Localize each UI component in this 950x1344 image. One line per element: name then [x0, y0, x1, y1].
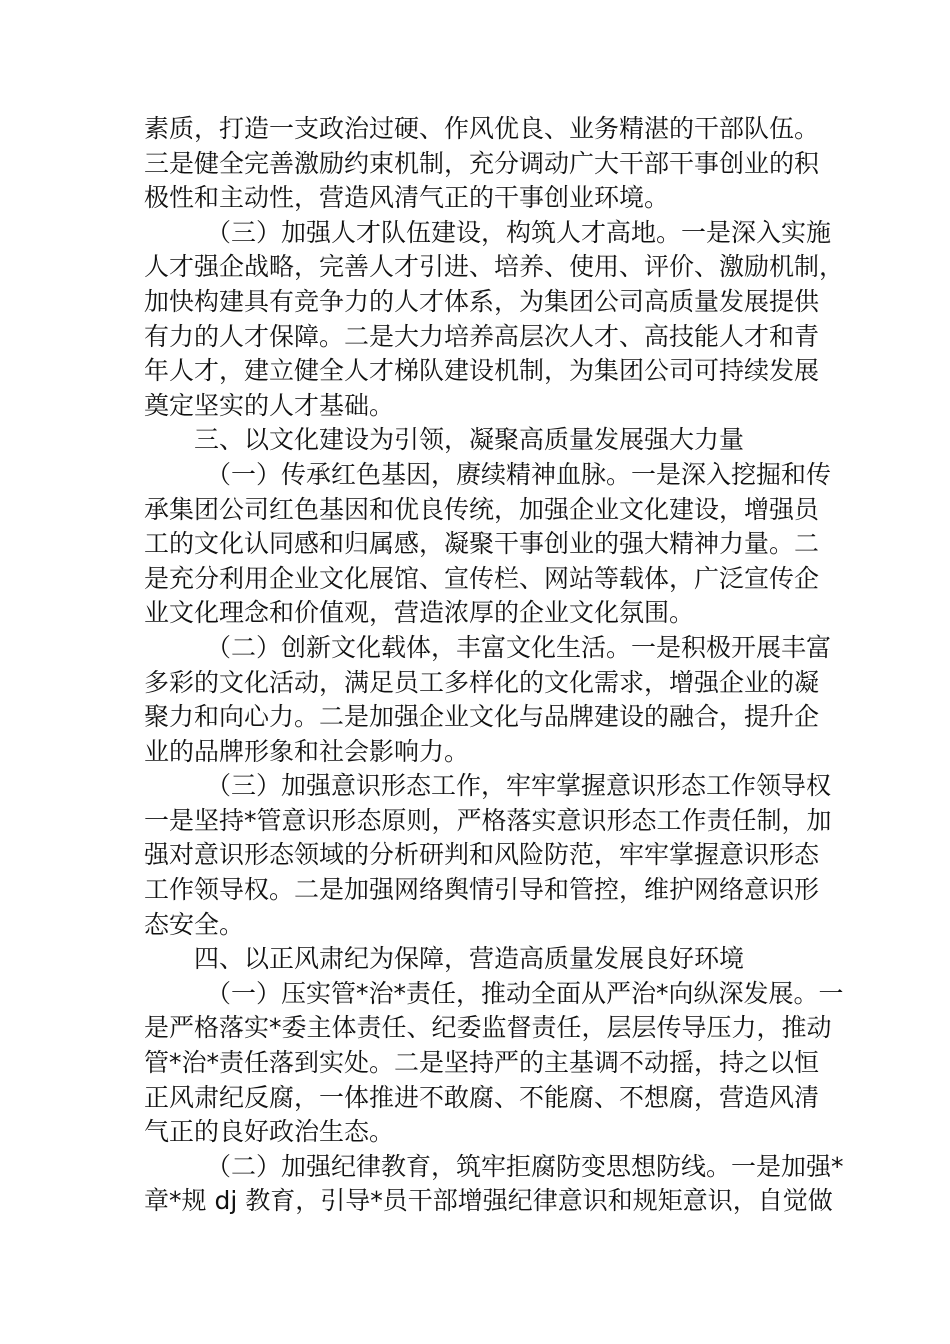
paragraph-line: 是严格落实*委主体责任、纪委监督责任，层层传导压力，推动 — [144, 1013, 832, 1043]
paragraph-line: 多彩的文化活动，满足员工多样化的文化需求，增强企业的凝 — [144, 667, 820, 697]
paragraph-line: （三）加强人才队伍建设，构筑人才高地。一是深入实施 — [206, 217, 832, 247]
paragraph-line: 人才强企战略，完善人才引进、培养、使用、评价、激励机制， — [144, 252, 845, 282]
paragraph-line: 承集团公司红色基因和优良传统，加强企业文化建设，增强员 — [144, 494, 820, 524]
paragraph-line: 奠定坚实的人才基础。 — [144, 390, 395, 420]
paragraph-line: 管*治*责任落到实处。二是坚持严的主基调不动摇，持之以恒 — [144, 1048, 820, 1078]
paragraph-line: （一）传承红色基因，赓续精神血脉。一是深入挖掘和传 — [206, 459, 832, 489]
paragraph-line: 聚力和向心力。二是加强企业文化与品牌建设的融合，提升企 — [144, 702, 820, 732]
document-body — [144, 112, 845, 1219]
paragraph-line: 三是健全完善激励约束机制，充分调动广大干部干事创业的积 — [144, 148, 820, 178]
paragraph-line: 工的文化认同感和归属感，凝聚干事创业的强大精神力量。二 — [144, 529, 820, 559]
paragraph-line: 章*规 dj 教育，引导*员干部增强纪律意识和规矩意识，自觉做 — [144, 1186, 833, 1216]
paragraph-line: （一）压实管*治*责任，推动全面从严治*向纵深发展。一 — [206, 978, 844, 1008]
paragraph-line: 素质，打造一支政治过硬、作风优良、业务精湛的干部队伍。 — [144, 114, 820, 143]
section-heading: 四、以正风肃纪为保障，营造高质量发展良好环境 — [194, 944, 745, 974]
paragraph-line: （二）创新文化载体，丰富文化生活。一是积极开展丰富 — [206, 632, 832, 662]
paragraph-line: 正风肃纪反腐，一体推进不敢腐、不能腐、不想腐，营造风清 — [144, 1082, 820, 1112]
paragraph-line: 业的品牌形象和社会影响力。 — [144, 736, 470, 766]
paragraph-line: 一是坚持*管意识形态原则，严格落实意识形态工作责任制，加 — [144, 805, 832, 835]
paragraph-line: 强对意识形态领域的分析研判和风险防范，牢牢掌握意识形态 — [144, 840, 820, 870]
paragraph-line: 工作领导权。二是加强网络舆情引导和管控，维护网络意识形 — [144, 875, 820, 905]
paragraph-line: （二）加强纪律教育，筑牢拒腐防变思想防线。一是加强* — [206, 1151, 844, 1181]
paragraph-line: 态安全。 — [144, 909, 245, 939]
paragraph-line: （三）加强意识形态工作，牢牢掌握意识形态工作领导权 — [206, 771, 832, 801]
paragraph-line: 业文化理念和价值观，营造浓厚的企业文化氛围。 — [144, 598, 695, 628]
paragraph-line: 是充分利用企业文化展馆、宣传栏、网站等载体，广泛宣传企 — [144, 563, 820, 593]
paragraph-line: 极性和主动性，营造风清气正的干事创业环境。 — [144, 183, 670, 213]
paragraph-line: 年人才，建立健全人才梯队建设机制，为集团公司可持续发展 — [144, 356, 820, 386]
paragraph-line: 加快构建具有竞争力的人才体系，为集团公司高质量发展提供 — [144, 286, 820, 316]
paragraph-line: 气正的良好政治生态。 — [144, 1117, 395, 1147]
section-heading: 三、以文化建设为引领，凝聚高质量发展强大力量 — [194, 425, 745, 455]
paragraph-line: 有力的人才保障。二是大力培养高层次人才、高技能人才和青 — [144, 321, 820, 351]
